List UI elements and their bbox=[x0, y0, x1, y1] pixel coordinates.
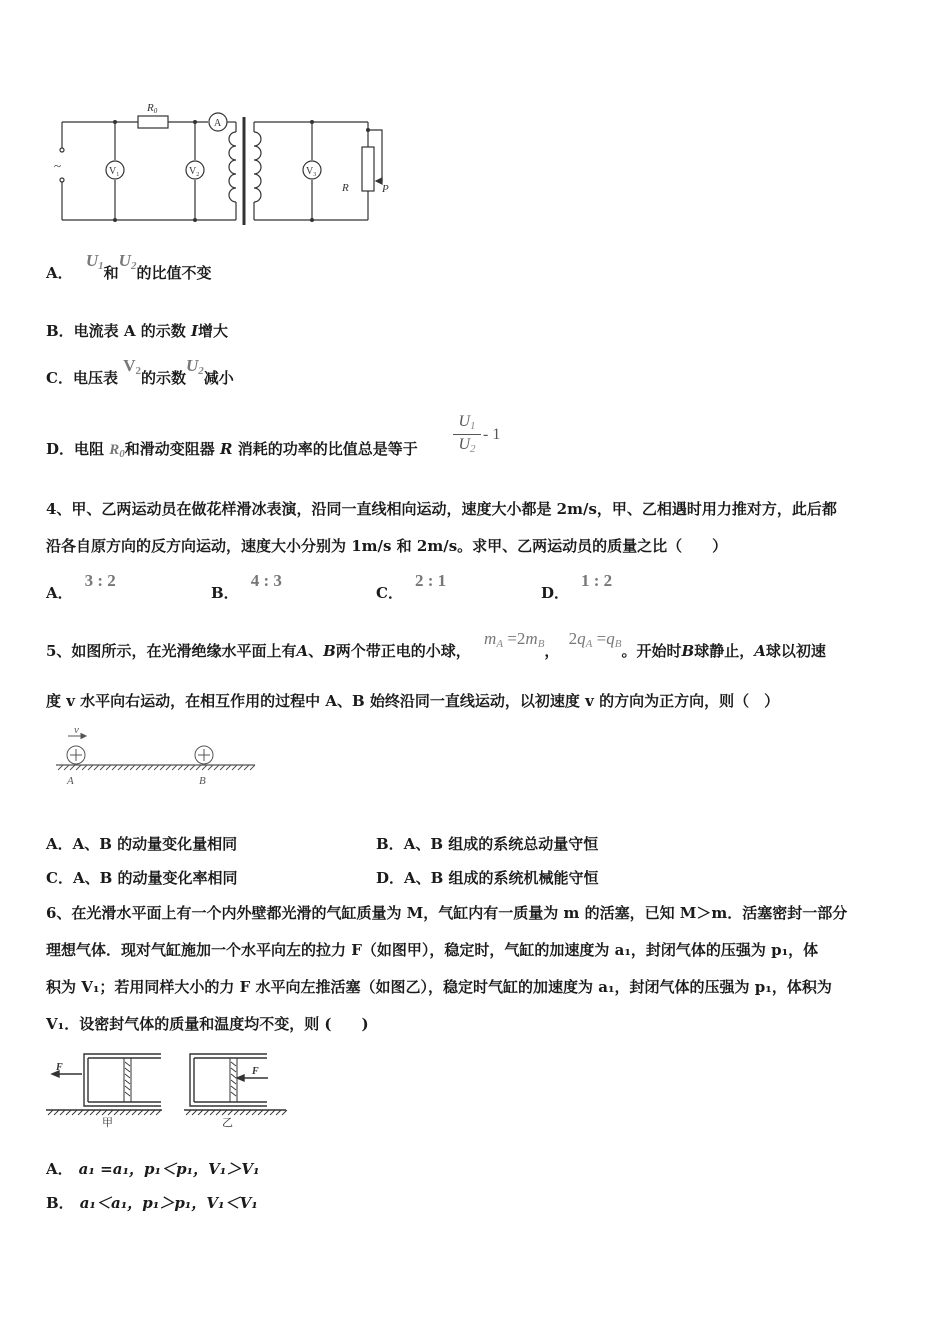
cylinder-diagram bbox=[44, 1046, 289, 1131]
q4-option-d: D．1 : 2 bbox=[541, 571, 613, 602]
q5-option-b: B．A、B 组成的系统总动量守恒 bbox=[376, 835, 599, 853]
q5-stem-line2: 度 v 水平向右运动，在相互作用的过程中 A、B 始终沿同一直线运动，以初速度 v 的方向为正方向，则（ ） bbox=[46, 692, 780, 710]
q3-option-c: C．电压表 V2的示数U2减小 bbox=[46, 356, 234, 387]
q4-stem-line2: 沿各自原方向的反方向运动，速度大小分别为 1m/s 和 2m/s。求甲、乙两运动员的质量之比（ ） bbox=[46, 537, 728, 555]
q4-stem-line1: 4、甲、乙两运动员在做花样滑冰表演，沿同一直线相向运动，速度大小都是 2m/s，甲、乙相遇时用力推对方，此后都 bbox=[46, 500, 837, 518]
q5-option-d: D．A、B 组成的系统机械能守恒 bbox=[376, 869, 599, 887]
v2-label: V bbox=[189, 166, 197, 177]
balls-diagram bbox=[50, 722, 260, 792]
ball-b-label: B bbox=[199, 775, 206, 787]
q6-stem-line1: 6、在光滑水平面上有一个内外壁都光滑的气缸质量为 M，气缸内有一质量为 m 的活塞，已知 M＞m．活塞密封一部分 bbox=[46, 904, 848, 922]
v1-label: V bbox=[109, 166, 117, 177]
svg-text:V1: $V_1$ bbox=[109, 166, 120, 178]
force-label-yi: F bbox=[252, 1066, 259, 1077]
q6-stem-line4: V₁．设密封气体的质量和温度均不变，则 ( ) bbox=[46, 1015, 369, 1033]
svg-text:V3: $V_3$ bbox=[306, 166, 317, 178]
q5-option-a: A．A、B 的动量变化量相同 bbox=[46, 835, 238, 853]
figure-yi-label: 乙 bbox=[222, 1117, 233, 1129]
q6-option-b: B． a₁＜a₁，p₁＞p₁，V₁＜V₁ bbox=[46, 1194, 258, 1212]
q3-option-b: B．电流表 A 的示数 I增大 bbox=[46, 322, 229, 340]
svg-text:V2: $V_2$ bbox=[189, 166, 200, 178]
r-label: R bbox=[342, 182, 349, 194]
ac-source-label: ~ bbox=[54, 158, 62, 173]
circuit-diagram bbox=[50, 95, 400, 235]
q6-option-a: A． a₁ =a₁，p₁＜p₁，V₁＞V₁ bbox=[46, 1160, 260, 1178]
q5-stem-line1: 5、如图所示，在光滑绝缘水平面上有A、B两个带正电的小球， mA =2mB， 2qA =qB。开始时B球静止，A球以初速 bbox=[46, 629, 826, 660]
velocity-label: v bbox=[74, 724, 79, 736]
q4-option-b: B．4 : 3 bbox=[211, 571, 282, 602]
q6-stem-line3: 积为 V₁；若用同样大小的力 F 水平向左推活塞（如图乙），稳定时气缸的加速度为 a₁，封闭气体的压强为 p₁，体积为 bbox=[46, 978, 832, 996]
svg-text:R0: R0 bbox=[147, 102, 158, 115]
q3-d-minus-one: - 1 bbox=[483, 426, 501, 443]
force-label-jia: F bbox=[56, 1062, 63, 1073]
ball-a-label: A bbox=[67, 775, 74, 787]
q3-option-d: D．电阻 $R_0$和滑动变阻器 R 消耗的功率的比值总是等于 bbox=[46, 440, 418, 460]
r0-label: R bbox=[147, 102, 154, 114]
q6-stem-line2: 理想气体．现对气缸施加一个水平向左的拉力 F（如图甲），稳定时，气缸的加速度为 a₁，封闭气体的压强为 p₁，体 bbox=[46, 941, 819, 959]
q4-option-c: C．2 : 1 bbox=[376, 571, 447, 602]
q4-option-a: A．3 : 2 bbox=[46, 571, 116, 602]
ammeter-label: A bbox=[214, 118, 222, 129]
q5-option-c: C．A、B 的动量变化率相同 bbox=[46, 869, 238, 887]
q3-d-fraction: U1 U2 bbox=[453, 413, 481, 455]
figure-jia-label: 甲 bbox=[102, 1117, 113, 1129]
q3-option-a: A． U1和U2的比值不变 bbox=[46, 251, 212, 282]
p-label: P bbox=[382, 183, 389, 195]
v3-label: V bbox=[306, 166, 314, 177]
